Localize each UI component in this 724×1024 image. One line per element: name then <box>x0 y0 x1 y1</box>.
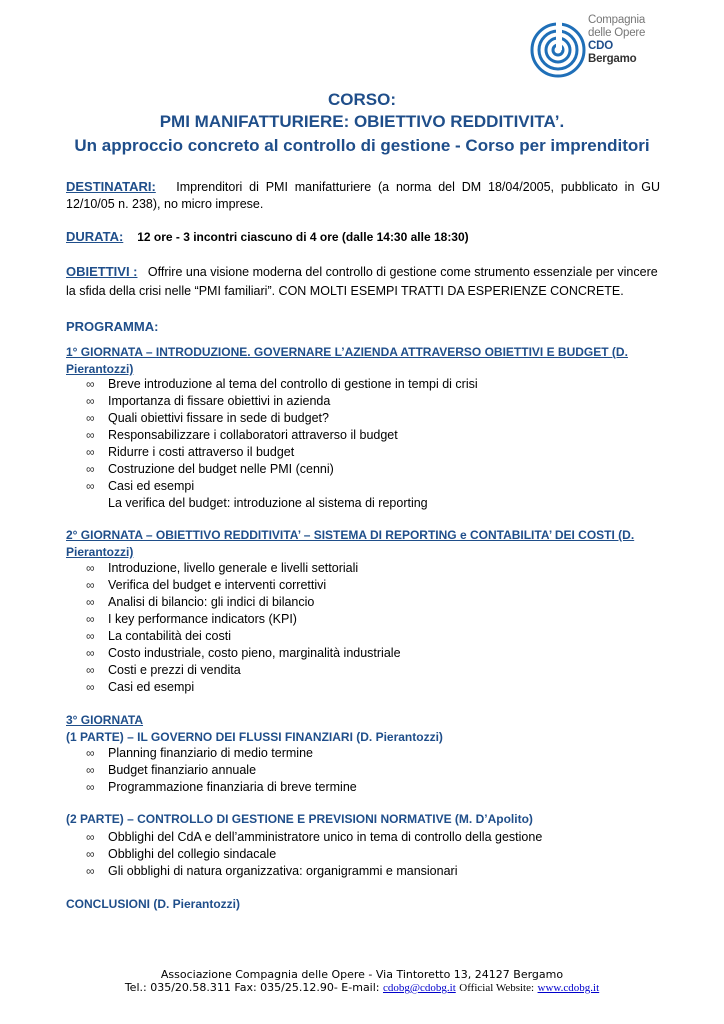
bullet-icon: ∞ <box>86 864 95 878</box>
giornata3-part2-heading: (2 PARTE) – CONTROLLO DI GESTIONE E PREVISIONI NORMATIVE (M. D’Apolito) <box>66 812 533 826</box>
list-item: ∞ Analisi di bilancio: gli indici di bilancio <box>86 595 315 609</box>
conclusioni: CONCLUSIONI (D. Pierantozzi) <box>66 897 241 911</box>
list-item: ∞ Costi e prezzi di vendita <box>86 663 241 677</box>
footer-website-label: Official Website: <box>459 982 535 994</box>
list-item: ∞ Costruzione del budget nelle PMI (cenni) <box>86 462 334 476</box>
list-item: ∞ Obblighi del CdA e dell’amministratore unico in tema di controllo della gestione <box>86 830 543 844</box>
bullet-icon: ∞ <box>86 411 95 425</box>
bullet-icon: ∞ <box>86 445 95 459</box>
giornata1-list <box>86 376 646 495</box>
destinatari-text: Imprenditori di PMI manifatturiere (a norma del DM 18/04/2005, pubblicato in GU 12/10/05 n. 238), no micro imprese. <box>66 180 660 211</box>
bullet-icon: ∞ <box>86 612 95 626</box>
bullet-icon: ∞ <box>86 680 95 694</box>
giornata3-part1-list <box>86 745 646 796</box>
footer-contacts <box>0 981 724 995</box>
logo-cdo: CDO <box>588 40 613 52</box>
logo-text <box>588 14 658 66</box>
list-item: ∞ Costo industriale, costo pieno, marginalità industriale <box>86 646 401 660</box>
programma-section <box>66 318 660 336</box>
list-item: ∞ La contabilità dei costi <box>86 629 231 643</box>
list-item: ∞ Importanza di fissare obiettivi in azienda <box>86 394 331 408</box>
list-item: ∞ Planning finanziario di medio termine <box>86 746 313 760</box>
bullet-icon: ∞ <box>86 763 95 777</box>
giornata1-heading: 1° GIORNATA – INTRODUZIONE. GOVERNARE L’AZIENDA ATTRAVERSO OBIETTIVI E BUDGET (D. Pierantozzi) <box>66 345 628 376</box>
list-item: ∞ Introduzione, livello generale e livelli settoriali <box>86 561 359 575</box>
list-item: ∞ Responsabilizzare i collaboratori attraverso il budget <box>86 428 398 442</box>
list-item: ∞ Casi ed esempi <box>86 479 195 493</box>
obiettivi-label: OBIETTIVI : <box>66 264 138 279</box>
destinatari-label: DESTINATARI: <box>66 179 156 194</box>
title-course-name: PMI MANIFATTURIERE: OBIETTIVO REDDITIVITA’. <box>159 112 565 131</box>
durata-text: 12 ore - 3 incontri ciascuno di 4 ore (dalle 14:30 alle 18:30) <box>137 230 469 244</box>
bullet-icon: ∞ <box>86 462 95 476</box>
list-item: ∞ Budget finanziario annuale <box>86 763 257 777</box>
list-item: ∞ Gli obblighi di natura organizzativa: organigrammi e mansionari <box>86 864 458 878</box>
list-item: ∞ Programmazione finanziaria di breve termine <box>86 780 357 794</box>
durata-label: DURATA: <box>66 229 124 244</box>
bullet-icon: ∞ <box>86 394 95 408</box>
bullet-icon: ∞ <box>86 377 95 391</box>
bullet-icon: ∞ <box>86 780 95 794</box>
giornata3-part1-heading: (1 PARTE) – IL GOVERNO DEI FLUSSI FINANZIARI (D. Pierantozzi) <box>66 730 443 744</box>
spiral-logo-icon <box>528 12 588 82</box>
cdo-logo <box>528 12 658 82</box>
bullet-icon: ∞ <box>86 428 95 442</box>
list-item: ∞ I key performance indicators (KPI) <box>86 612 297 626</box>
bullet-icon: ∞ <box>86 479 95 493</box>
giornata3-heading: 3° GIORNATA <box>66 713 144 727</box>
list-item: ∞ Obblighi del collegio sindacale <box>86 847 277 861</box>
bullet-icon: ∞ <box>86 746 95 760</box>
destinatari-section <box>66 178 660 213</box>
giornata1-extra: La verifica del budget: introduzione al sistema di reporting <box>108 496 428 510</box>
giornata3-part2-list <box>86 829 646 880</box>
footer-address: Associazione Compagnia delle Opere - Via Tintoretto 13, 24127 Bergamo <box>160 968 564 981</box>
list-item: ∞ Breve introduzione al tema del controllo di gestione in tempi di crisi <box>86 377 478 391</box>
bullet-icon: ∞ <box>86 629 95 643</box>
giornata2-list <box>86 560 646 696</box>
list-item: ∞ Casi ed esempi <box>86 680 195 694</box>
logo-city: Bergamo <box>588 53 637 65</box>
bullet-icon: ∞ <box>86 595 95 609</box>
list-item: ∞ Ridurre i costi attraverso il budget <box>86 445 295 459</box>
bullet-icon: ∞ <box>86 663 95 677</box>
bullet-icon: ∞ <box>86 847 95 861</box>
bullet-icon: ∞ <box>86 646 95 660</box>
giornata2-heading: 2° GIORNATA – OBIETTIVO REDDITIVITA’ – SISTEMA DI REPORTING e CONTABILITA’ DEI COSTI (D. Pierantozzi) <box>66 528 635 559</box>
list-item: ∞ Quali obiettivi fissare in sede di budget? <box>86 411 329 425</box>
bullet-icon: ∞ <box>86 561 95 575</box>
durata-section <box>66 228 660 246</box>
bullet-icon: ∞ <box>86 578 95 592</box>
logo-line1: Compagnia <box>588 14 646 26</box>
programma-label: PROGRAMMA: <box>66 319 159 334</box>
logo-line2: delle Opere <box>588 27 646 39</box>
footer-phone-fax: Tel.: 035/20.58.311 Fax: 035/25.12.90- E-mail: <box>124 981 380 994</box>
bullet-icon: ∞ <box>86 830 95 844</box>
title-corso: CORSO: <box>328 90 396 109</box>
list-item: ∞ Verifica del budget e interventi correttivi <box>86 578 327 592</box>
footer-email-link[interactable]: cdobg@cdobg.it <box>383 982 456 994</box>
obiettivi-text: Offrire una visione moderna del controllo di gestione come strumento essenziale per vincere la sfida della crisi nelle “PMI familiari”. CON MOLTI ESEMPI TRATTI DA ESPERIENZE CONCRETE. <box>66 265 658 298</box>
title-subtitle: Un approccio concreto al controllo di gestione - Corso per imprenditori <box>74 136 650 155</box>
footer-website-link[interactable]: www.cdobg.it <box>537 982 600 994</box>
obiettivi-section <box>66 262 660 301</box>
